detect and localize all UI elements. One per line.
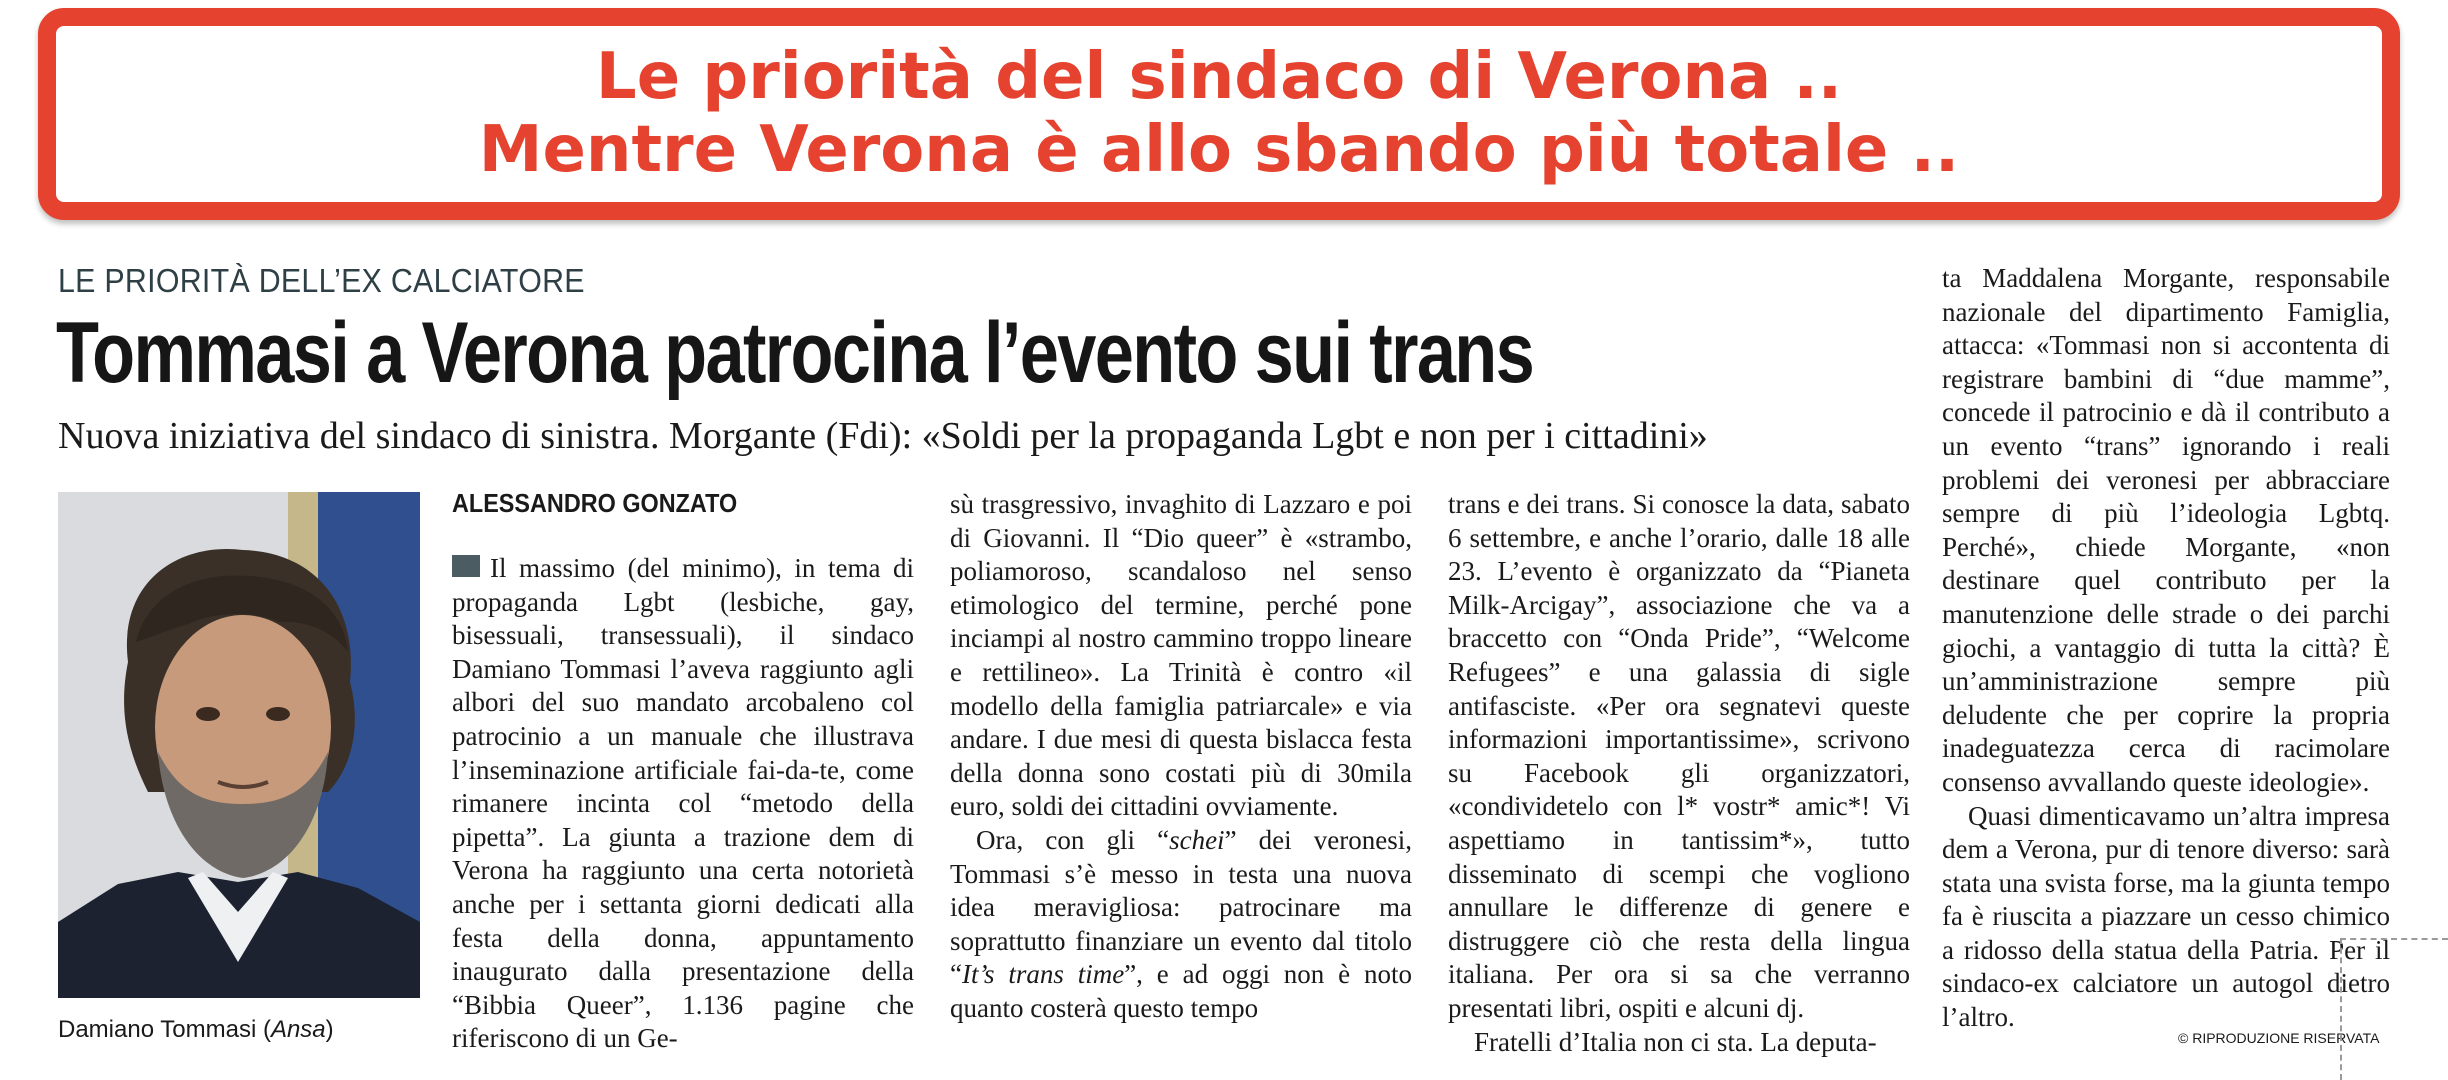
article-kicker: LE PRIORITÀ DELL’EX CALCIATORE [58, 262, 585, 299]
portrait-illustration [58, 492, 420, 998]
col2-paragraph-1: sù trasgressivo, invaghito di Lazzaro e poi di Giovanni. Il “Dio queer” è «strambo, poliamoroso, scandaloso nel senso etimologico del termine, perché pone inciampi al nostro cammino troppo lineare e rettilineo». La Trinità è contro «il modello della famiglia patriarcale» e via andare. I due mesi di questa bislacca festa della donna sono costati più di 30mila euro, soldi dei cittadini ovviamente. [950, 489, 1412, 822]
col1-paragraph-1: Il massimo (del minimo), in tema di propaganda Lgbt (lesbiche, gay, bisessuali, transessuali), il sindaco Damiano Tommasi l’aveva raggiunto agli albori del suo mandato arcobaleno col patrocinio a un manuale che illustrava l’inseminazione artificiale fai-da-te, come rimanere incinta col “metodo della pipetta”. La giunta a trazione dem di Verona ha raggiunto una certa notorietà anche per i settanta giorni dedicati alla festa della donna, appuntamento inaugurato dalla presentazione della “Bibbia Queer”, 1.136 pagine che riferiscono di un Ge- [452, 553, 914, 1054]
headline-banner [38, 8, 2400, 220]
col2-p2-text-e: ”, e ad oggi non è noto quanto costerà questo tempo [950, 959, 1412, 1023]
col4-paragraph-1: ta Maddalena Morgante, responsabile nazionale del dipartimento Famiglia, attacca: «Tommasi non si accontenta di registrare bambini di “due mamme”, concede il patrocinio e dà il contributo a un evento “trans” ignorando i reali problemi dei veronesi per abbracciare sempre di più l’ideologia Lgbtq. Perché», chiede Morgante, «non destinare quel contributo per la manutenzione delle strade o dei parchi giochi, a vantaggio di tutta la città? È un’amministrazione sempre più deludente che per coprire la propria inadeguatezza cerca di racimolare consenso avvallando queste ideologie». [1942, 263, 2390, 797]
portrait-photo [58, 492, 420, 998]
clipping-cut-guide [2340, 938, 2448, 1080]
col2-p2-text-a: Ora, con gli “ [976, 824, 1170, 855]
photo-caption [58, 1016, 334, 1044]
caption-close: ) [325, 1016, 334, 1043]
text-column-2 [950, 488, 1412, 1048]
banner-line-1: Le priorità del sindaco di Verona .. [595, 40, 1843, 115]
col2-p2-italic-schei: schei [1169, 824, 1225, 855]
caption-credit: Ansa [270, 1016, 326, 1043]
col2-paragraph-2 [950, 824, 1412, 1026]
col2-p2-italic-title: It’s trans time [961, 959, 1125, 990]
text-column-4 [1942, 262, 2390, 1033]
copyright-notice: © RIPRODUZIONE RISERVATA [2178, 1030, 2380, 1046]
banner-line-2: Mentre Verona è allo sbando più totale .. [478, 113, 1960, 187]
text-column-1 [452, 552, 914, 1054]
text-column-3 [1448, 488, 1910, 1057]
col2-p2-text-c: ” dei veronesi, Tommasi s’è messo in testa una nuova idea meravigliosa: patrocinare ma soprattutto finanziare un evento dal titolo “ [950, 824, 1412, 990]
article-subhead: Nuova iniziativa del sindaco di sinistra. Morgante (Fdi): «Soldi per la propaganda Lgbt e non per i cittadini» [58, 415, 1708, 457]
lead-square-marker [452, 555, 480, 577]
col4-paragraph-2: Quasi dimenticavamo un’altra impresa dem a Verona, pur di tenore diverso: sarà stata una svista forse, ma la giunta tempo fa è riuscita a piazzare un cesso chimico a ridosso della statua della Patria. Per il sindaco-ex calciatore un autogol dietro l’altro. [1942, 800, 2390, 1033]
col3-paragraph-1: trans e dei trans. Si conosce la data, sabato 6 settembre, e anche l’orario, dalle 18 alle 23. L’evento è organizzato da “Pianeta Milk-Arcigay”, associazione che va a braccetto con “Onda Pride”, “Welcome Refugees” e una galassia di sigle antifasciste. «Per ora segnatevi queste informazioni importantissime», scrivono su Facebook gli organizzatori, «condividetelo con l* vostr* amic*! Vi aspettiamo in tantissim*», tutto disseminato di scempi che vogliono annullare le differenze di genere e distruggere ciò che resta della lingua italiana. Per ora si sa che verranno presentati libri, ospiti e alcuni dj. [1448, 489, 1910, 1023]
col3-paragraph-2: Fratelli d’Italia non ci sta. La deputa- [1474, 1026, 1877, 1057]
caption-name: Damiano Tommasi ( [58, 1016, 271, 1043]
article-headline: Tommasi a Verona patrocina l’evento sui trans [56, 305, 1534, 401]
article-byline: ALESSANDRO GONZATO [452, 488, 738, 518]
